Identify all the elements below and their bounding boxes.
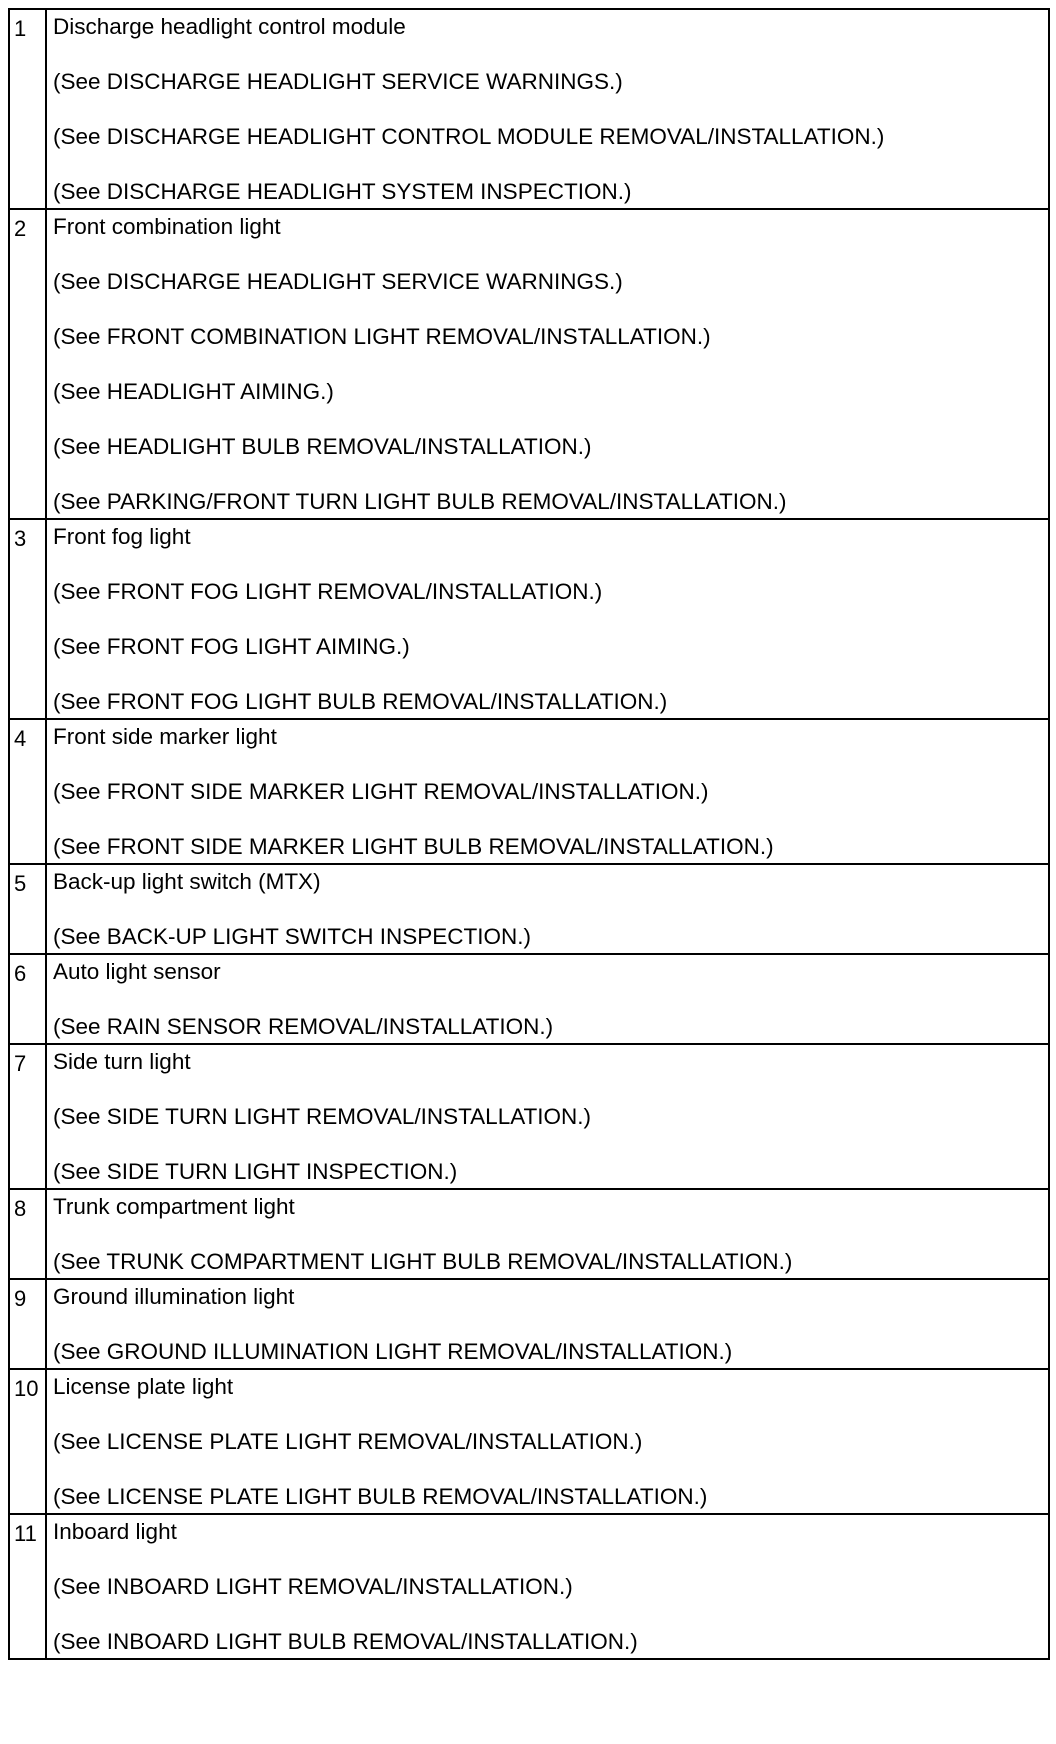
item-title: Ground illumination light <box>53 1284 295 1309</box>
cross-reference-link[interactable]: (See LICENSE PLATE LIGHT REMOVAL/INSTALLATION.) <box>53 1429 643 1454</box>
cross-reference-link[interactable]: (See TRUNK COMPARTMENT LIGHT BULB REMOVAL/INSTALLATION.) <box>53 1249 793 1274</box>
item-number: 1 <box>9 9 46 209</box>
parts-reference-table <box>8 8 1050 1660</box>
item-description <box>46 1514 1049 1659</box>
item-number: 7 <box>9 1044 46 1189</box>
table-row <box>9 954 1049 1044</box>
item-title: Front combination light <box>53 214 281 239</box>
item-description <box>46 1369 1049 1514</box>
table-row <box>9 209 1049 519</box>
table-row <box>9 1514 1049 1659</box>
item-description <box>46 864 1049 954</box>
cross-reference-link[interactable]: (See FRONT SIDE MARKER LIGHT BULB REMOVAL/INSTALLATION.) <box>53 834 774 859</box>
parts-table-body <box>9 9 1049 1659</box>
table-row <box>9 1279 1049 1369</box>
cross-reference-link[interactable]: (See HEADLIGHT BULB REMOVAL/INSTALLATION.) <box>53 434 592 459</box>
item-number: 11 <box>9 1514 46 1659</box>
item-title: Front fog light <box>53 524 191 549</box>
cross-reference-link[interactable]: (See GROUND ILLUMINATION LIGHT REMOVAL/INSTALLATION.) <box>53 1339 733 1364</box>
table-row <box>9 864 1049 954</box>
cross-reference-link[interactable]: (See INBOARD LIGHT REMOVAL/INSTALLATION.) <box>53 1574 573 1599</box>
cross-reference-link[interactable]: (See INBOARD LIGHT BULB REMOVAL/INSTALLATION.) <box>53 1629 638 1654</box>
item-number: 4 <box>9 719 46 864</box>
table-row <box>9 519 1049 719</box>
item-description <box>46 9 1049 209</box>
item-title: Trunk compartment light <box>53 1194 295 1219</box>
cross-reference-link[interactable]: (See FRONT FOG LIGHT BULB REMOVAL/INSTALLATION.) <box>53 689 668 714</box>
table-row <box>9 9 1049 209</box>
item-number: 5 <box>9 864 46 954</box>
item-title: Side turn light <box>53 1049 191 1074</box>
cross-reference-link[interactable]: (See DISCHARGE HEADLIGHT SERVICE WARNINGS.) <box>53 69 623 94</box>
item-description <box>46 209 1049 519</box>
cross-reference-link[interactable]: (See SIDE TURN LIGHT INSPECTION.) <box>53 1159 458 1184</box>
table-row <box>9 719 1049 864</box>
item-number: 10 <box>9 1369 46 1514</box>
cross-reference-link[interactable]: (See FRONT SIDE MARKER LIGHT REMOVAL/INSTALLATION.) <box>53 779 709 804</box>
item-title: Auto light sensor <box>53 959 221 984</box>
document-page <box>8 8 1048 1737</box>
cross-reference-link[interactable]: (See FRONT COMBINATION LIGHT REMOVAL/INSTALLATION.) <box>53 324 711 349</box>
item-number: 3 <box>9 519 46 719</box>
item-description <box>46 519 1049 719</box>
item-title: Back-up light switch (MTX) <box>53 869 321 894</box>
item-description <box>46 1044 1049 1189</box>
cross-reference-link[interactable]: (See HEADLIGHT AIMING.) <box>53 379 334 404</box>
item-number: 6 <box>9 954 46 1044</box>
table-row <box>9 1044 1049 1189</box>
cross-reference-link[interactable]: (See DISCHARGE HEADLIGHT CONTROL MODULE REMOVAL/INSTALLATION.) <box>53 124 885 149</box>
cross-reference-link[interactable]: (See FRONT FOG LIGHT AIMING.) <box>53 634 410 659</box>
item-number: 2 <box>9 209 46 519</box>
item-description <box>46 1279 1049 1369</box>
item-description <box>46 1189 1049 1279</box>
item-title: Inboard light <box>53 1519 177 1544</box>
item-title: License plate light <box>53 1374 234 1399</box>
cross-reference-link[interactable]: (See BACK-UP LIGHT SWITCH INSPECTION.) <box>53 924 531 949</box>
cross-reference-link[interactable]: (See PARKING/FRONT TURN LIGHT BULB REMOVAL/INSTALLATION.) <box>53 489 787 514</box>
item-number: 9 <box>9 1279 46 1369</box>
item-description <box>46 954 1049 1044</box>
item-number: 8 <box>9 1189 46 1279</box>
item-description <box>46 719 1049 864</box>
cross-reference-link[interactable]: (See RAIN SENSOR REMOVAL/INSTALLATION.) <box>53 1014 554 1039</box>
cross-reference-link[interactable]: (See FRONT FOG LIGHT REMOVAL/INSTALLATION.) <box>53 579 603 604</box>
cross-reference-link[interactable]: (See DISCHARGE HEADLIGHT SERVICE WARNINGS.) <box>53 269 623 294</box>
item-title: Front side marker light <box>53 724 277 749</box>
cross-reference-link[interactable]: (See LICENSE PLATE LIGHT BULB REMOVAL/INSTALLATION.) <box>53 1484 708 1509</box>
cross-reference-link[interactable]: (See DISCHARGE HEADLIGHT SYSTEM INSPECTION.) <box>53 179 632 204</box>
cross-reference-link[interactable]: (See SIDE TURN LIGHT REMOVAL/INSTALLATION.) <box>53 1104 592 1129</box>
item-title: Discharge headlight control module <box>53 14 406 39</box>
table-row <box>9 1369 1049 1514</box>
table-row <box>9 1189 1049 1279</box>
